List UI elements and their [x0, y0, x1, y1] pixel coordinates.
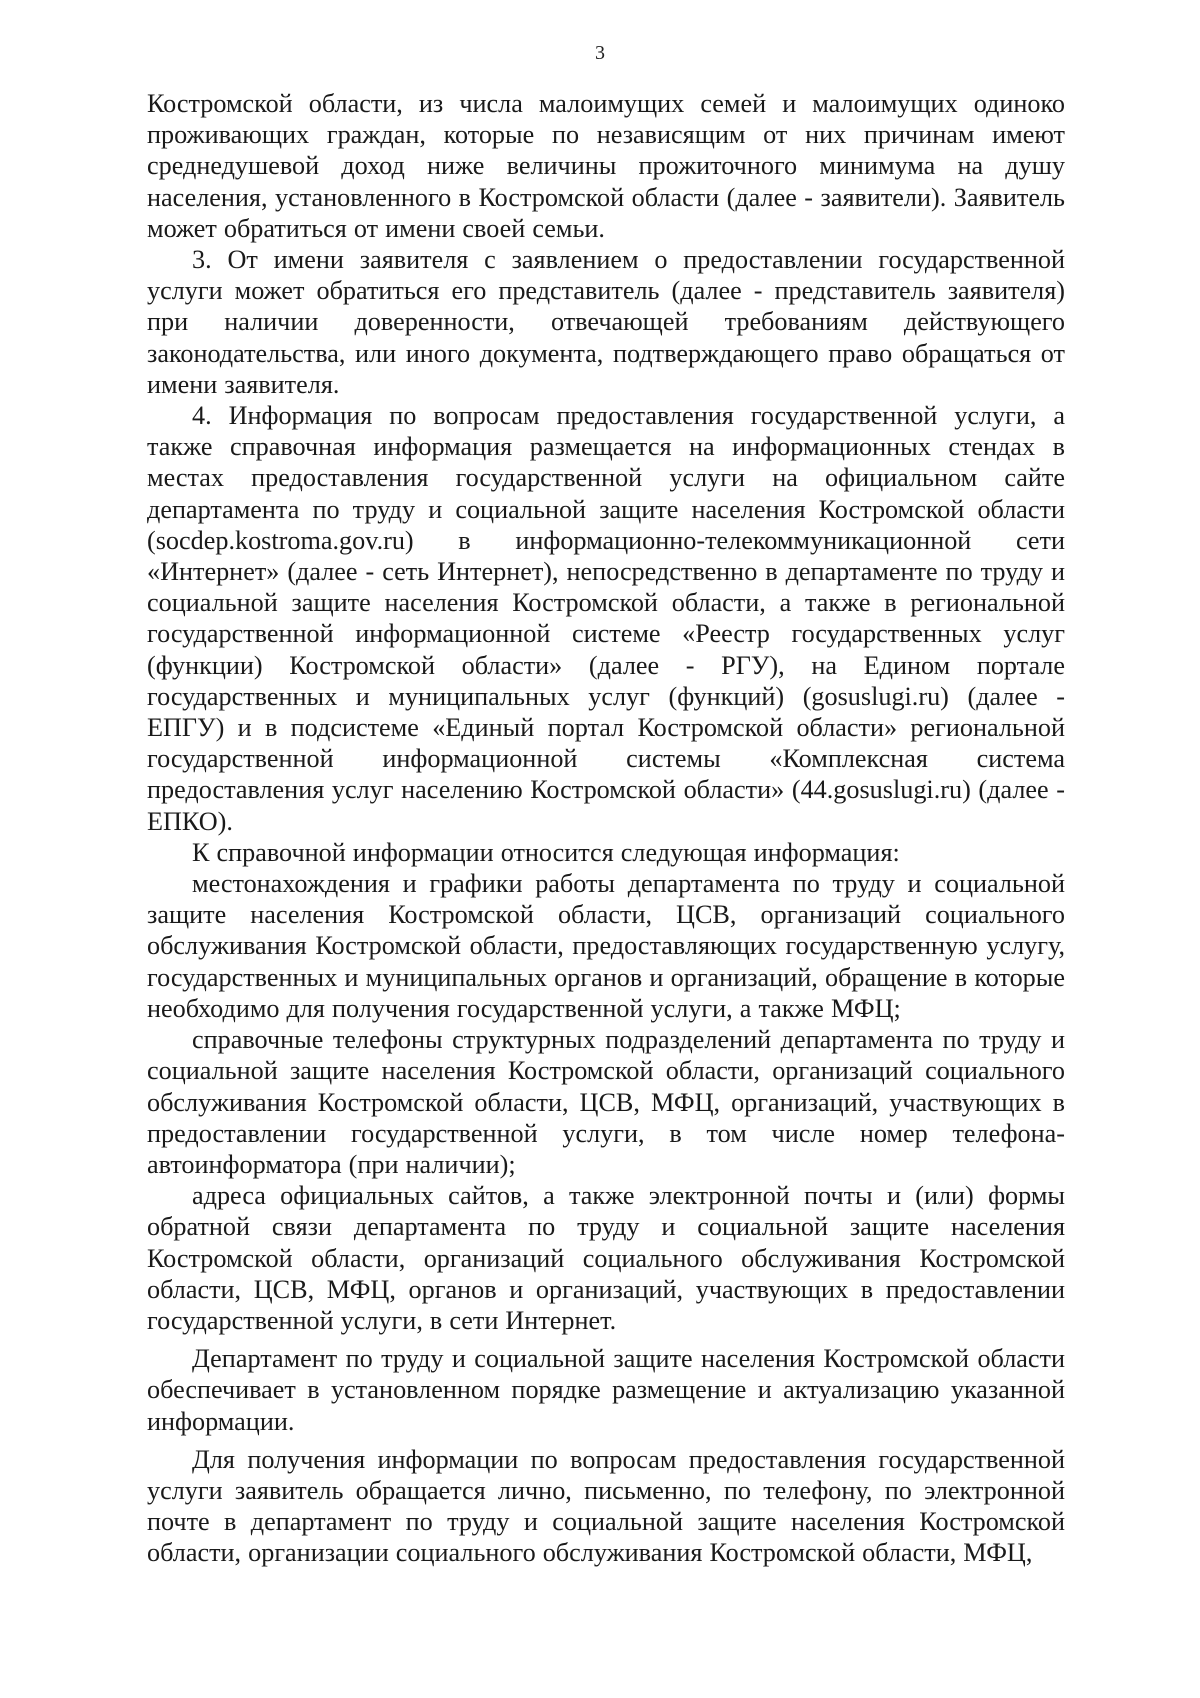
paragraph-locations: местонахождения и графики работы департамента по труду и социальной защите населения Костромской области, ЦСВ, организаций социального обслуживания Костромской области, предоставляющих государственную услугу, государственных и муниципальных органов и организаций, обращение в которые необходимо для получения государственной услуги, а также МФЦ; — [147, 869, 1065, 1023]
paragraph-continuation: Костромской области, из числа малоимущих семей и малоимущих одиноко проживающих граждан, которые по независящим от них причинам имеют среднедушевой доход ниже величины прожиточного минимума на душу населения, установленного в Костромской области (далее - заявители). Заявитель может обратиться от имени своей семьи. — [147, 89, 1065, 243]
paragraph-department-duty: Департамент по труду и социальной защите населения Костромской области обеспечивает в установленном порядке размещение и актуализацию указанной информации. — [147, 1344, 1065, 1436]
paragraph-item-4: 4. Информация по вопросам предоставления государственной услуги, а также справочная информация размещается на информационных стендах в местах предоставления государственной услуги на официальном сайте департамента по труду и социальной защите населения Костромской области (socdep.kostroma.gov.ru) в информационно-телекоммуникационной сети «Интернет» (далее - сеть Интернет), непосредственно в департаменте по труду и социальной защите населения Костромской области, а также в региональной государственной информационной системе «Реестр государственных услуг (функции) Костромской области» (далее - РГУ), на Едином портале государственных и муниципальных услуг (функций) (gosuslugi.ru) (далее - ЕПГУ) и в подсистеме «Единый портал Костромской области» региональной государственной информационной системы «Комплексная система предоставления услуг населению Костромской области» (44.gosuslugi.ru) (далее - ЕПКО). — [147, 401, 1065, 836]
paragraph-how-to-get-info: Для получения информации по вопросам предоставления государственной услуги заявитель обращается лично, письменно, по телефону, по электронной почте в департамент по труду и социальной защите населения Костромской области, организации социального обслуживания Костромской области, МФЦ, — [147, 1444, 1065, 1568]
paragraph-item-3: 3. От имени заявителя с заявлением о предоставлении государственной услуги может обратиться его представитель (далее - представитель заявителя) при наличии доверенности, отвечающей требованиям действующего законодательства, или иного документа, подтверждающего право обращаться от имени заявителя. — [147, 245, 1065, 399]
page-number: 3 — [595, 42, 605, 64]
paragraph-websites: адреса официальных сайтов, а также электронной почты и (или) формы обратной связи департамента по труду и социальной защите населения Костромской области, организаций социального обслуживания Костромской области, ЦСВ, МФЦ, органов и организаций, участвующих в предоставлении государственной услуги, в сети Интернет. — [147, 1181, 1065, 1335]
document-body — [147, 88, 1065, 1569]
paragraph-reference-intro: К справочной информации относится следующая информация: — [192, 837, 900, 867]
paragraph-phones: справочные телефоны структурных подразделений департамента по труду и социальной защите населения Костромской области, организаций социального обслуживания Костромской области, ЦСВ, МФЦ, организаций, участвующих в предоставлении государственной услуги, в том числе номер телефона-автоинформатора (при наличии); — [147, 1025, 1065, 1179]
